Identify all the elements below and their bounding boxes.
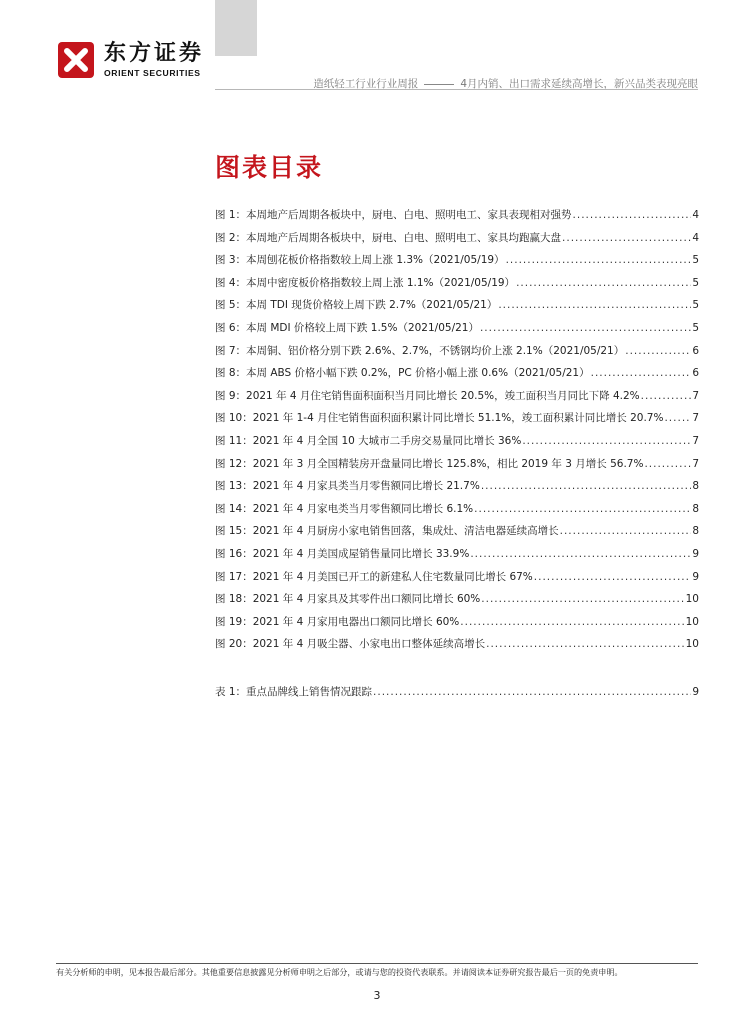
toc-entry-figure-14[interactable]	[215, 501, 699, 524]
toc-title: 图表目录	[215, 153, 324, 182]
figure-list	[215, 207, 699, 659]
page-number: 3	[373, 989, 381, 1002]
toc-entry-figure-19[interactable]	[215, 614, 699, 637]
toc-entry-figure-13[interactable]	[215, 478, 699, 501]
toc-leader-dots	[480, 322, 691, 334]
header-decoration-bar	[215, 0, 236, 56]
toc-entry-page: 10	[685, 593, 699, 606]
toc-leader-dots	[522, 435, 691, 447]
toc-leader-dots	[562, 232, 691, 244]
toc-entry-label: 图 15：2021 年 4 月厨房小家电销售回落，集成灶、清洁电器延续高增长	[215, 525, 559, 538]
toc-leader-dots	[460, 616, 684, 628]
toc-entry-label: 图 1：本周地产后周期各板块中，厨电、白电、照明电工、家具表现相对强势	[215, 209, 572, 221]
toc-entry-page: 9	[692, 686, 699, 698]
table-list	[215, 684, 699, 707]
toc-leader-dots	[486, 638, 685, 650]
toc-leader-dots	[625, 345, 691, 357]
toc-entry-page: 9	[692, 570, 699, 583]
toc-entry-page: 5	[692, 276, 699, 289]
toc-entry-page: 8	[692, 502, 699, 515]
toc-entry-label: 图 9：2021 年 4 月住宅销售面积面积当月同比增长 20.5%，竣工面积当月同比下降 4.2%	[215, 389, 640, 402]
company-logo	[56, 40, 204, 80]
toc-entry-label: 图 7：本周铜、铝价格分别下跌 2.6%、2.7%，不锈钢均价上涨 2.1%（2021/05/21）	[215, 344, 625, 357]
toc-entry-figure-10[interactable]	[215, 410, 699, 433]
toc-entry-label: 图 18：2021 年 4 月家具及其零件出口额同比增长 60%	[215, 593, 481, 606]
toc-entry-label: 图 12：2021 年 3 月全国精装房开盘量同比增长 125.8%，相比 2019 年 3 月增长 56.7%	[215, 457, 644, 470]
toc-entry-label: 图 11：2021 年 4 月全国 10 大城市二手房交易量同比增长 36%	[215, 434, 522, 447]
toc-leader-dots	[506, 254, 692, 266]
toc-leader-dots	[474, 503, 691, 515]
header-decoration-bar	[236, 0, 257, 56]
toc-entry-label: 图 19：2021 年 4 月家用电器出口额同比增长 60%	[215, 615, 460, 628]
toc-leader-dots	[644, 458, 691, 470]
toc-entry-figure-6[interactable]	[215, 320, 699, 343]
toc-entry-table-1[interactable]	[215, 684, 699, 707]
toc-entry-figure-1[interactable]	[215, 207, 699, 230]
toc-entry-page: 5	[692, 254, 699, 267]
toc-entry-figure-12[interactable]	[215, 456, 699, 479]
report-type: 造纸轻工行业行业周报	[313, 78, 419, 90]
toc-leader-dots	[641, 390, 692, 402]
toc-entry-figure-4[interactable]	[215, 275, 699, 298]
header-separator	[424, 84, 454, 85]
report-subtitle: 4月内销、出口需求延续高增长，新兴品类表现亮眼	[460, 78, 698, 90]
logo-english-name: ORIENT SECURITIES	[104, 68, 201, 78]
toc-entry-page: 7	[692, 434, 699, 447]
toc-entry-page: 4	[692, 209, 699, 221]
toc-leader-dots	[591, 367, 692, 379]
toc-entry-page: 7	[692, 412, 699, 425]
toc-leader-dots	[664, 412, 691, 424]
toc-entry-figure-20[interactable]	[215, 636, 699, 659]
disclaimer-text: 有关分析师的申明，见本报告最后部分。其他重要信息披露见分析师申明之后部分，或请与您的投资代表联系。并请阅读本证券研究报告最后一页的免责申明。	[56, 967, 623, 977]
toc-entry-page: 9	[692, 547, 699, 560]
toc-entry-page: 8	[692, 525, 699, 538]
toc-entry-figure-17[interactable]	[215, 569, 699, 592]
toc-entry-figure-16[interactable]	[215, 546, 699, 569]
toc-entry-label: 图 10：2021 年 1-4 月住宅销售面积面积累计同比增长 51.1%，竣工面积累计同比增长 20.7%	[215, 412, 664, 425]
header-divider	[215, 89, 698, 90]
toc-entry-page: 6	[692, 367, 699, 380]
toc-entry-label: 图 20：2021 年 4 月吸尘器、小家电出口整体延续高增长	[215, 638, 486, 651]
toc-leader-dots	[481, 593, 684, 605]
toc-leader-dots	[481, 480, 692, 492]
toc-entry-page: 6	[692, 344, 699, 357]
toc-entry-figure-18[interactable]	[215, 591, 699, 614]
toc-entry-page: 8	[692, 480, 699, 493]
toc-entry-figure-11[interactable]	[215, 433, 699, 456]
toc-entry-figure-9[interactable]	[215, 388, 699, 411]
orient-securities-logo-icon	[56, 40, 96, 80]
toc-leader-dots	[470, 548, 691, 560]
toc-entry-label: 图 13：2021 年 4 月家具类当月零售额同比增长 21.7%	[215, 480, 480, 493]
toc-entry-label: 图 16：2021 年 4 月美国成屋销售量同比增长 33.9%	[215, 547, 470, 560]
toc-entry-page: 4	[692, 231, 699, 244]
toc-entry-page: 5	[692, 299, 699, 312]
logo-chinese-name: 东方证券	[104, 41, 205, 66]
toc-entry-label: 图 6：本周 MDI 价格较上周下跌 1.5%（2021/05/21）	[215, 321, 479, 334]
toc-entry-figure-8[interactable]	[215, 365, 699, 388]
toc-leader-dots	[560, 525, 692, 537]
toc-entry-label: 图 14：2021 年 4 月家电类当月零售额同比增长 6.1%	[215, 502, 474, 515]
toc-leader-dots	[534, 571, 692, 583]
toc-entry-page: 7	[692, 457, 699, 470]
toc-entry-label: 图 3：本周刨花板价格指数较上周上涨 1.3%（2021/05/19）	[215, 254, 505, 267]
toc-entry-figure-5[interactable]	[215, 297, 699, 320]
toc-entry-label: 图 5：本周 TDI 现货价格较上周下跌 2.7%（2021/05/21）	[215, 299, 498, 312]
toc-entry-label: 图 4：本周中密度板价格指数较上周上涨 1.1%（2021/05/19）	[215, 276, 516, 289]
toc-entry-page: 10	[685, 638, 699, 651]
toc-entry-figure-2[interactable]	[215, 230, 699, 253]
toc-entry-label: 表 1：重点品牌线上销售情况跟踪	[215, 686, 373, 698]
toc-entry-page: 7	[692, 389, 699, 402]
toc-entry-label: 图 2：本周地产后周期各板块中，厨电、白电、照明电工、家具均跑赢大盘	[215, 231, 562, 244]
toc-leader-dots	[498, 299, 691, 311]
footer-divider	[56, 963, 698, 964]
toc-entry-page: 10	[685, 615, 699, 628]
toc-entry-label: 图 8：本周 ABS 价格小幅下跌 0.2%，PC 价格小幅上涨 0.6%（2021/05/21）	[215, 367, 590, 380]
toc-entry-page: 5	[692, 321, 699, 334]
toc-entry-figure-3[interactable]	[215, 252, 699, 275]
toc-entry-figure-7[interactable]	[215, 343, 699, 366]
toc-entry-figure-15[interactable]	[215, 523, 699, 546]
toc-entry-label: 图 17：2021 年 4 月美国已开工的新建私人住宅数量同比增长 67%	[215, 570, 533, 583]
toc-leader-dots	[373, 686, 691, 698]
toc-leader-dots	[573, 209, 692, 221]
toc-leader-dots	[516, 277, 691, 289]
